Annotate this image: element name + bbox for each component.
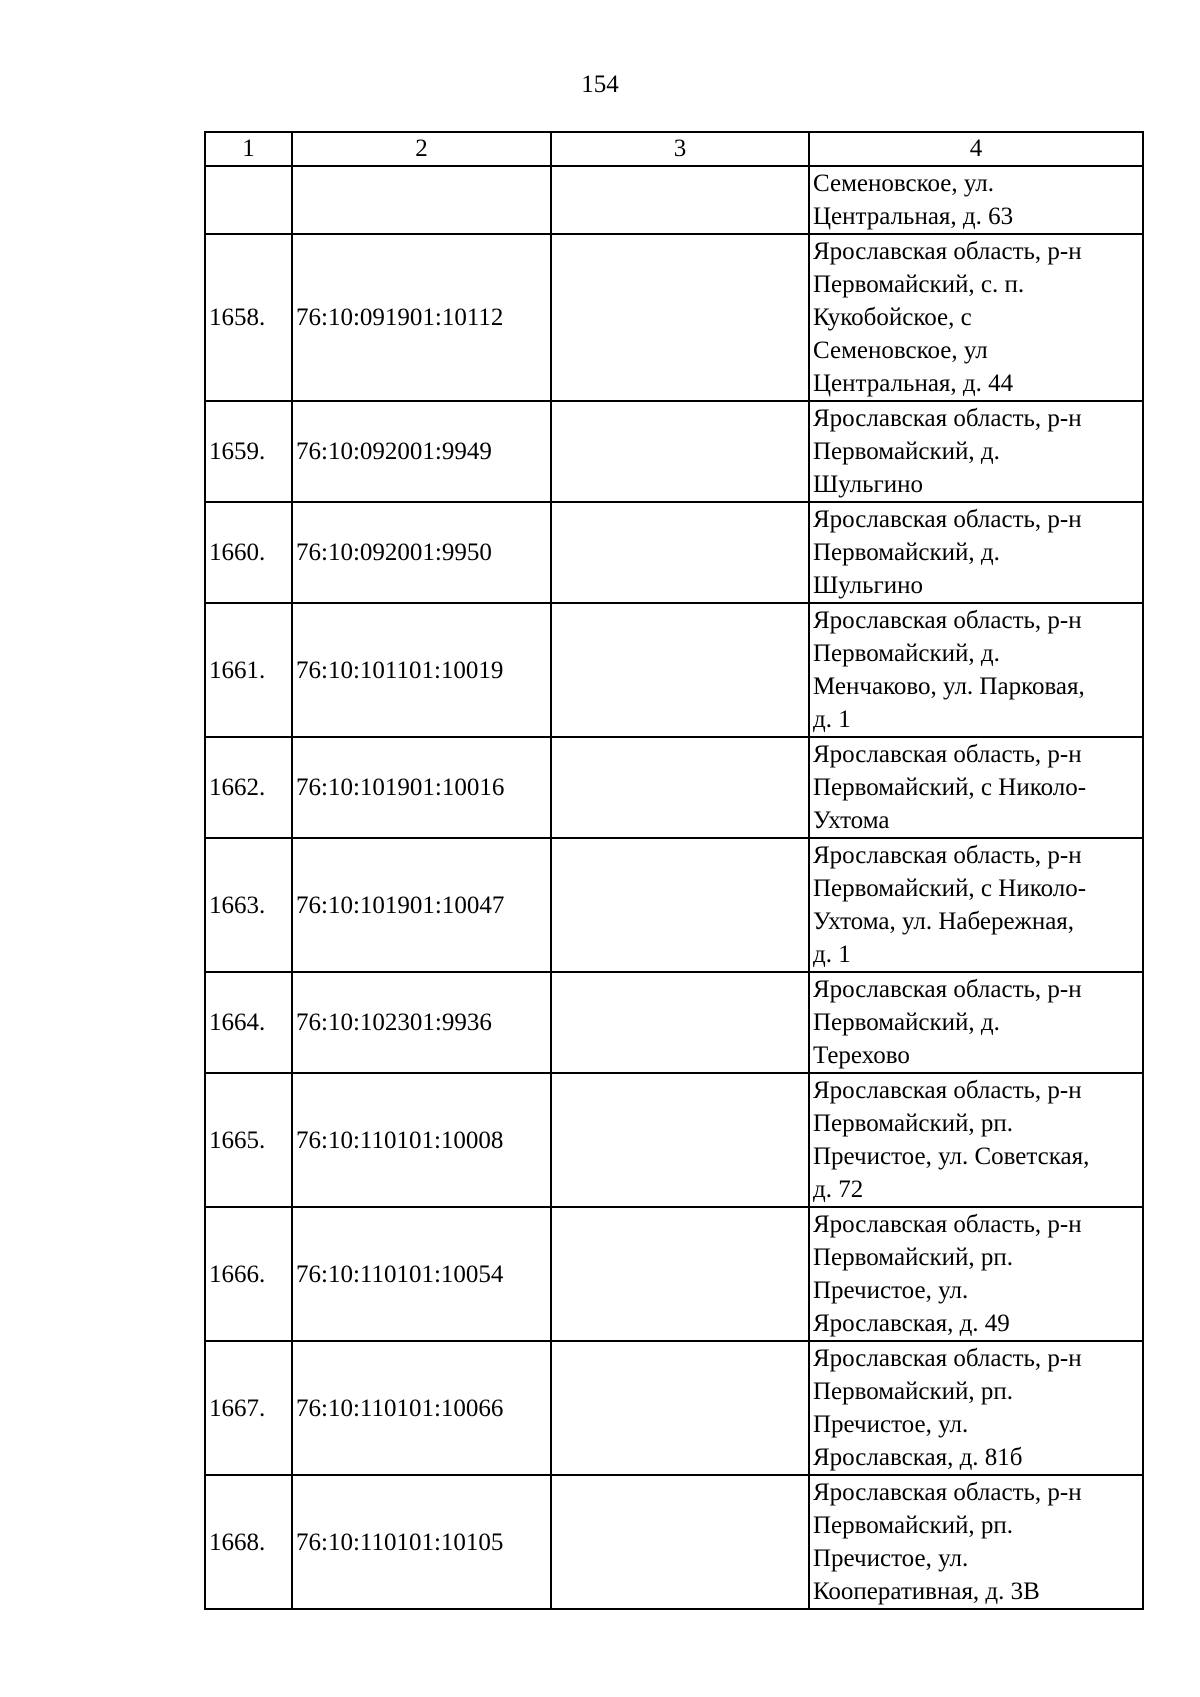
address-cell: Ярославская область, р-н Первомайский, д. Терехово [809,972,1143,1073]
address-cell: Ярославская область, р-н Первомайский, с. п. Кукобойское, с Семеновское, ул Центральная, д. 44 [809,234,1143,401]
address-cell: Ярославская область, р-н Первомайский, с Николо- Ухтома [809,737,1143,838]
cadastral-number-cell: 76:10:102301:9936 [292,972,551,1073]
header-col-2: 2 [292,132,551,166]
cadastral-number-cell: 76:10:110101:10054 [292,1207,551,1341]
header-col-3: 3 [551,132,809,166]
address-cell: Ярославская область, р-н Первомайский, д. Шульгино [809,502,1143,603]
address-cell: Ярославская область, р-н Первомайский, д. Шульгино [809,401,1143,502]
row-number-cell: 1664. [205,972,292,1073]
address-cell: Ярославская область, р-н Первомайский, д. Менчаково, ул. Парковая, д. 1 [809,603,1143,737]
row-number-cell: 1666. [205,1207,292,1341]
table-row [205,502,1143,603]
table-row [205,1073,1143,1207]
cadastral-number-cell: 76:10:110101:10008 [292,1073,551,1207]
address-cell: Ярославская область, р-н Первомайский, рп. Пречистое, ул. Ярославская, д. 49 [809,1207,1143,1341]
table-row [205,1207,1143,1341]
address-cell: Ярославская область, р-н Первомайский, рп. Пречистое, ул. Ярославская, д. 81б [809,1341,1143,1475]
row-number-cell: 1658. [205,234,292,401]
table-row [205,737,1143,838]
cadastral-number-cell [292,166,551,234]
row-number-cell: 1665. [205,1073,292,1207]
cadastral-number-cell: 76:10:092001:9949 [292,401,551,502]
col3-cell [551,1207,809,1341]
table-row [205,1475,1143,1609]
header-row [205,132,1143,166]
header-col-1: 1 [205,132,292,166]
cadastral-number-cell: 76:10:101901:10016 [292,737,551,838]
table-row [205,234,1143,401]
row-number-cell: 1660. [205,502,292,603]
page-number: 154 [581,71,619,98]
row-number-cell: 1659. [205,401,292,502]
cadastral-number-cell: 76:10:091901:10112 [292,234,551,401]
address-cell: Ярославская область, р-н Первомайский, с Николо- Ухтома, ул. Набережная, д. 1 [809,838,1143,972]
table-row [205,401,1143,502]
row-number-cell: 1662. [205,737,292,838]
col3-cell [551,1073,809,1207]
cadastral-number-cell: 76:10:101101:10019 [292,603,551,737]
col3-cell [551,838,809,972]
header-col-4: 4 [809,132,1143,166]
row-number-cell: 1668. [205,1475,292,1609]
table-row [205,603,1143,737]
col3-cell [551,1341,809,1475]
cadastral-number-cell: 76:10:110101:10105 [292,1475,551,1609]
address-cell: Семеновское, ул. Центральная, д. 63 [809,166,1143,234]
col3-cell [551,234,809,401]
col3-cell [551,1475,809,1609]
col3-cell [551,401,809,502]
row-number-cell: 1663. [205,838,292,972]
row-number-cell: 1667. [205,1341,292,1475]
col3-cell [551,166,809,234]
address-cell: Ярославская область, р-н Первомайский, рп. Пречистое, ул. Советская, д. 72 [809,1073,1143,1207]
table-row [205,838,1143,972]
address-cell: Ярославская область, р-н Первомайский, рп. Пречистое, ул. Кооперативная, д. 3В [809,1475,1143,1609]
cadastral-number-cell: 76:10:092001:9950 [292,502,551,603]
cadastral-number-cell: 76:10:101901:10047 [292,838,551,972]
table-row [205,1341,1143,1475]
table-body [205,166,1143,1609]
col3-cell [551,737,809,838]
row-number-cell: 1661. [205,603,292,737]
col3-cell [551,972,809,1073]
table-row [205,166,1143,234]
registry-table [204,131,1144,1610]
table-row [205,972,1143,1073]
cadastral-number-cell: 76:10:110101:10066 [292,1341,551,1475]
col3-cell [551,502,809,603]
col3-cell [551,603,809,737]
row-number-cell [205,166,292,234]
